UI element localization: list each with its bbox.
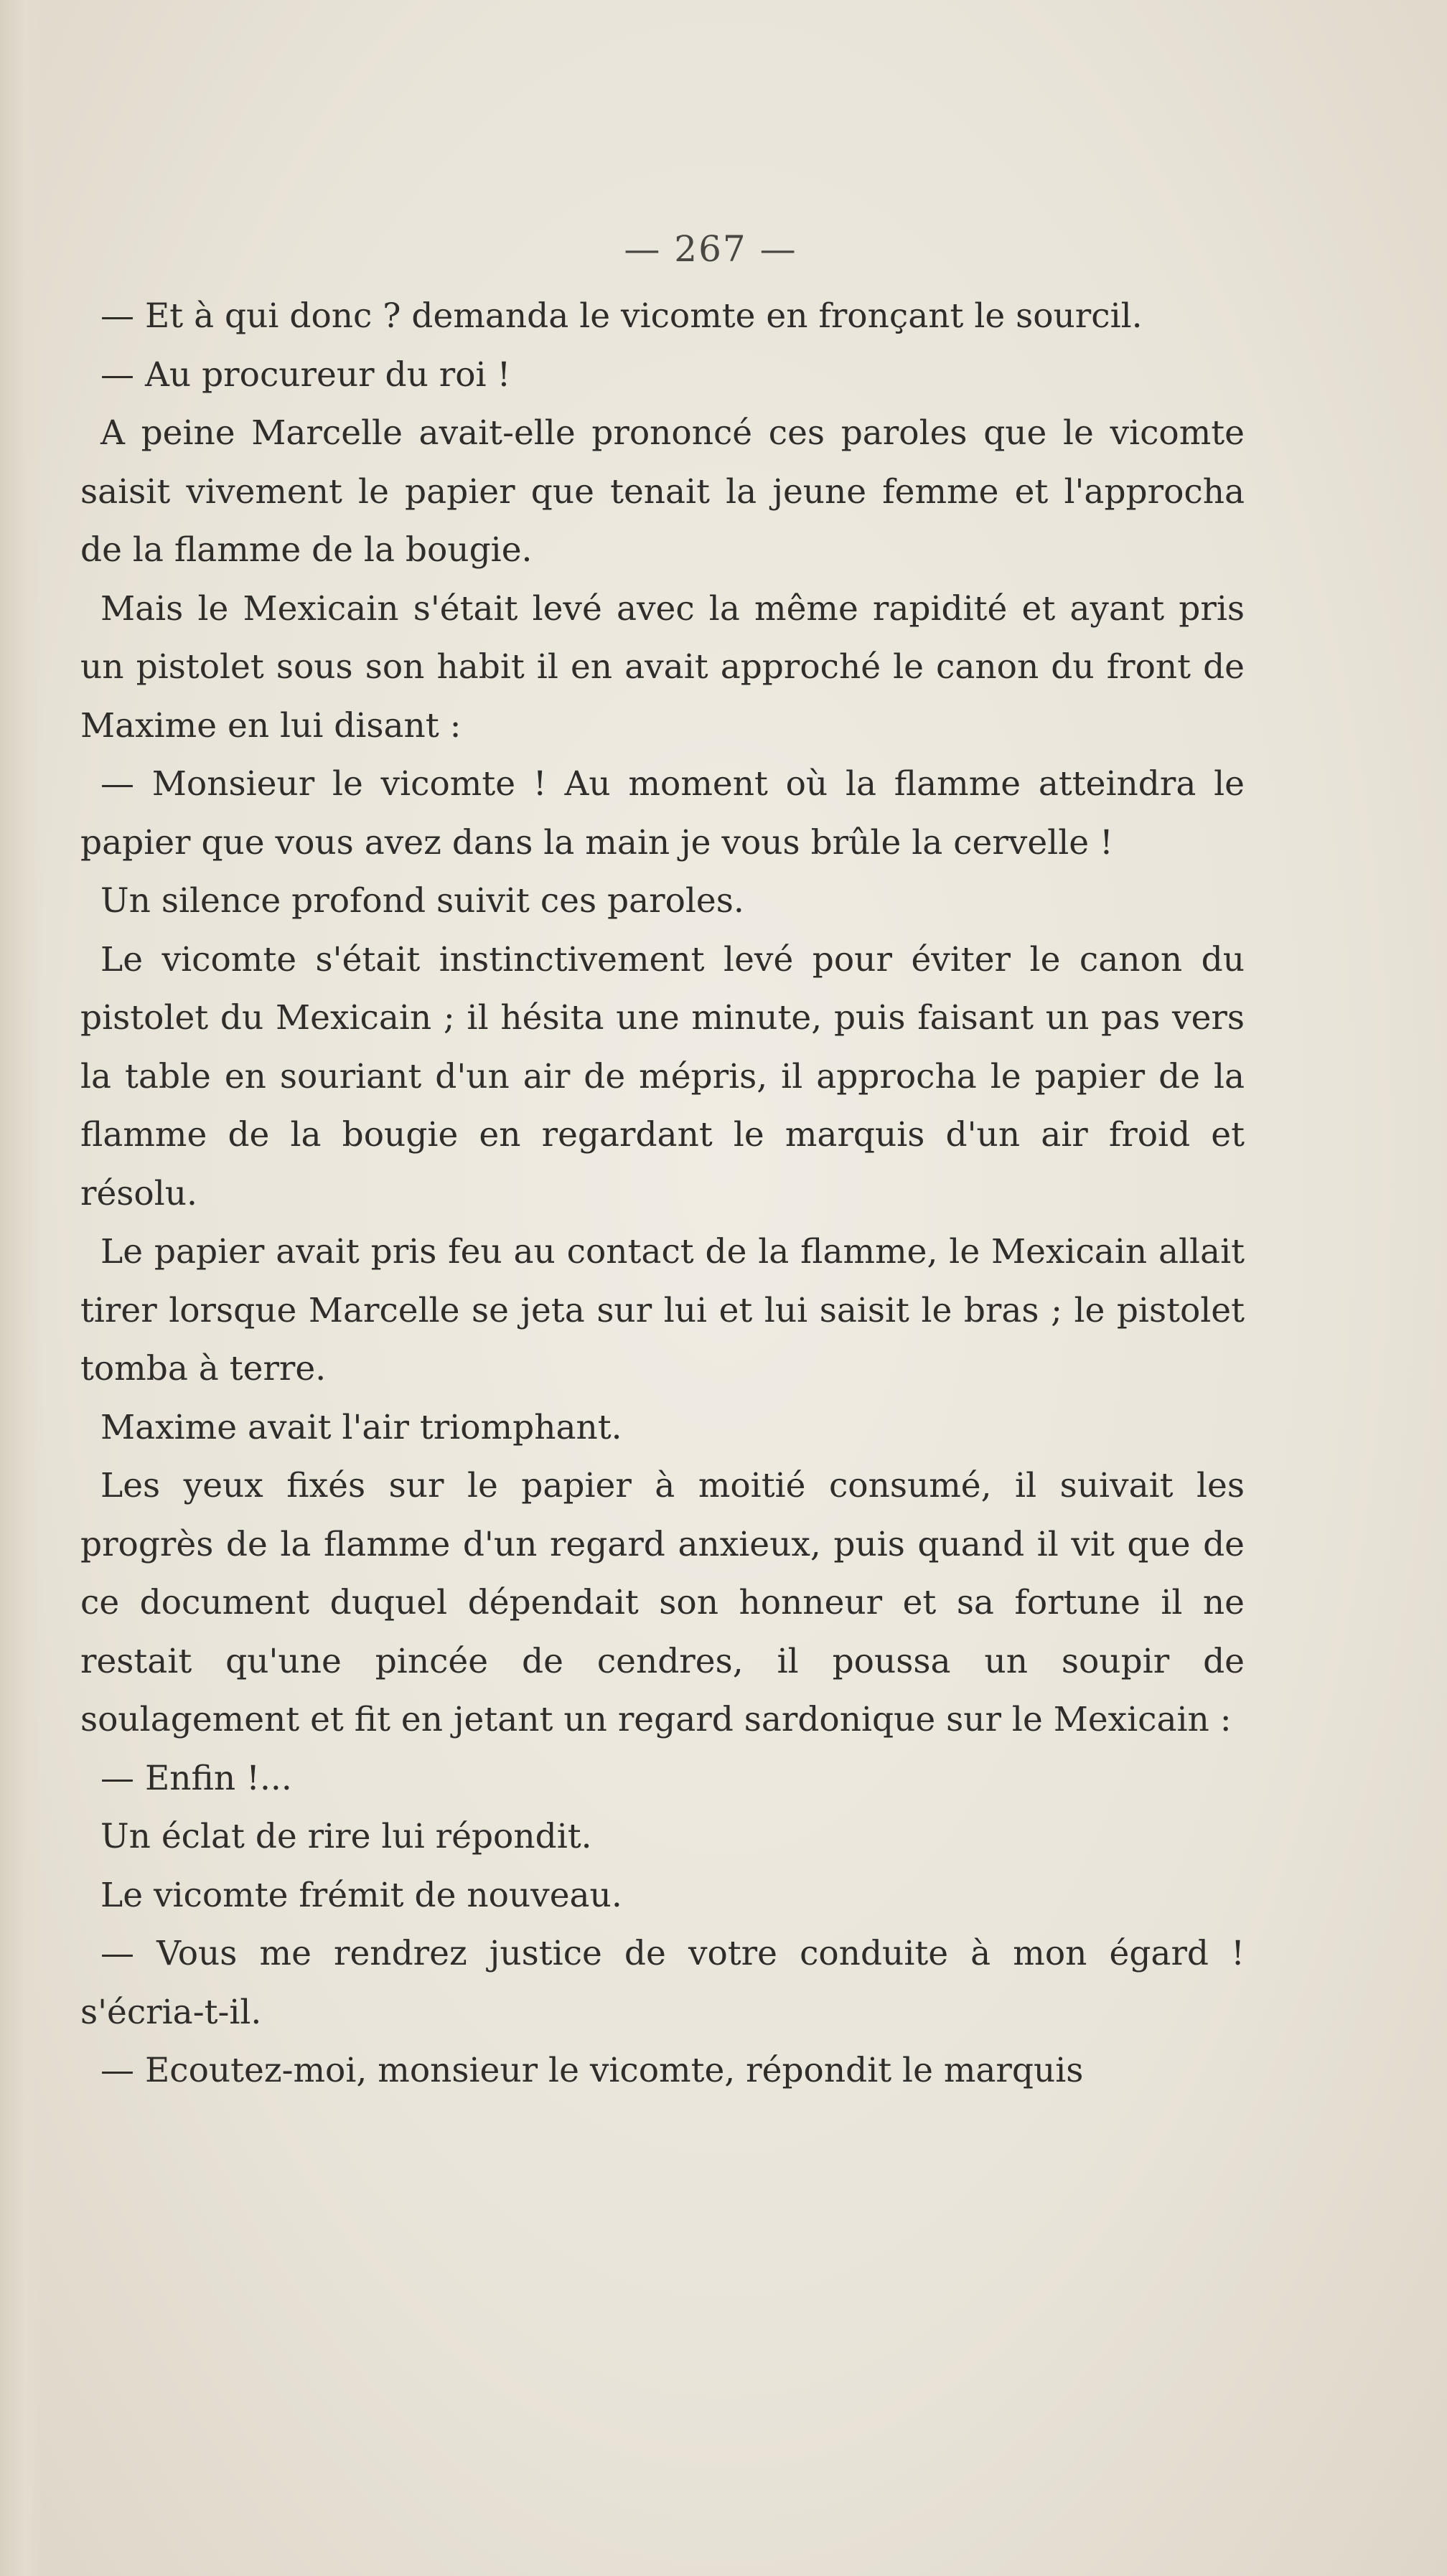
- paragraph: Les yeux fixés sur le papier à moitié consumé, il suivait les progrès de la flamme d'un regard anxieux, puis quand il vit que de ce document duquel dépendait son honneur et sa fortune il ne restait qu'une pincée de cendres, il poussa un soupir de soulagement et fit en jetant un regard sardonique sur le Mexicain :: [80, 1466, 1245, 1739]
- paragraph: — Vous me rendrez justice de votre conduite à mon égard ! s'écria-t-il.: [80, 1934, 1245, 2032]
- body-text: [80, 287, 1245, 2100]
- paragraph: — Au procureur du roi !: [100, 354, 511, 395]
- paragraph: Le papier avait pris feu au contact de la flamme, le Mexicain allait tirer lorsque Marcelle se jeta sur lui et lui saisit le bras ; le pistolet tomba à terre.: [80, 1232, 1245, 1388]
- paragraph: — Et à qui donc ? demanda le vicomte en fronçant le sourcil.: [100, 296, 1143, 336]
- paragraph: — Monsieur le vicomte ! Au moment où la flamme atteindra le papier que vous avez dans la main je vous brûle la cervelle !: [80, 764, 1245, 862]
- paragraph: Le vicomte s'était instinctivement levé pour éviter le canon du pistolet du Mexicain ; il hésita une minute, puis faisant un pas vers la table en souriant d'un air de mépris, il approcha le papier de la flamme de la bougie en regardant le marquis d'un air froid et résolu.: [80, 939, 1245, 1213]
- page-number: — 267 —: [624, 228, 797, 270]
- paragraph: — Enfin !...: [100, 1758, 292, 1798]
- paragraph: Le vicomte frémit de nouveau.: [100, 1875, 622, 1915]
- page-gutter-shadow: [0, 0, 43, 2576]
- paragraph: Un silence profond suivit ces paroles.: [100, 881, 744, 921]
- paragraph: — Ecoutez-moi, monsieur le vicomte, répondit le marquis: [100, 2051, 1084, 2090]
- paragraph: Maxime avait l'air triomphant.: [100, 1407, 622, 1447]
- paragraph: Mais le Mexicain s'était levé avec la même rapidité et ayant pris un pistolet sous son habit il en avait approché le canon du front de Maxime en lui disant :: [80, 588, 1245, 746]
- paragraph: A peine Marcelle avait-elle prononcé ces paroles que le vicomte saisit vivement le papier que tenait la jeune femme et l'approcha de la flamme de la bougie.: [80, 413, 1245, 570]
- paragraph: Un éclat de rire lui répondit.: [100, 1817, 592, 1856]
